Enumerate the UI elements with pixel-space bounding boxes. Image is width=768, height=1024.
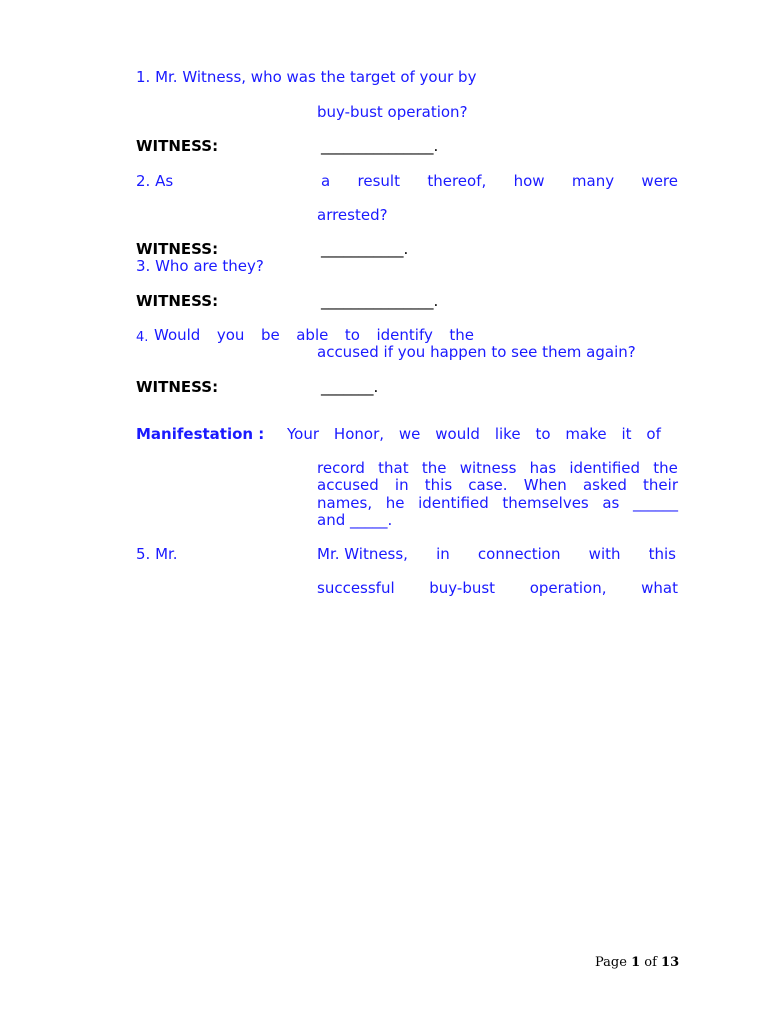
word: the (653, 459, 678, 477)
manifestation-line-4 (317, 495, 678, 512)
word: Honor, (333, 425, 384, 443)
question-1-line-1: 1. Mr. Witness, who was the target of your by (136, 68, 477, 86)
word: to (535, 425, 551, 443)
word: make (565, 425, 607, 443)
word: case. (468, 476, 508, 494)
word: Mr. Witness, (317, 545, 408, 563)
word: the (421, 459, 447, 477)
word: identify (376, 326, 433, 344)
word: in (436, 545, 450, 563)
word: many (571, 172, 615, 190)
word: it (621, 425, 632, 443)
word: their (643, 476, 678, 494)
word: this (648, 545, 676, 563)
word: this (424, 476, 453, 494)
witness-answer-blank-3: _______________. (321, 292, 439, 310)
word: he (385, 494, 405, 512)
witness-answer-blank-2: ___________. (321, 240, 409, 258)
question-4-line-1 (154, 327, 474, 344)
manifestation-line-3 (317, 477, 678, 494)
question-4-number: 4. (136, 330, 149, 345)
word: were (641, 172, 678, 190)
word: able (296, 326, 329, 344)
word: operation, (529, 579, 607, 597)
page-number-footer (595, 955, 679, 970)
question-2-number: 2. As (136, 172, 174, 190)
word: names, (317, 494, 373, 512)
word: like (494, 425, 521, 443)
question-2-line-2: arrested? (317, 206, 388, 224)
word: witness (459, 459, 517, 477)
word: to (344, 326, 360, 344)
word: with (588, 545, 621, 563)
manifestation-line-2 (317, 460, 678, 477)
word: of (646, 425, 661, 443)
witness-label-3: WITNESS: (136, 292, 219, 310)
word: accused (317, 476, 379, 494)
witness-label-4: WITNESS: (136, 378, 219, 396)
word: themselves (502, 494, 589, 512)
witness-answer-blank-4: _______. (321, 378, 379, 396)
word: what (641, 579, 678, 597)
question-5-line-1 (317, 546, 676, 563)
question-4-line-2: accused if you happen to see them again? (317, 343, 636, 361)
word: the (449, 326, 474, 344)
word: identified (418, 494, 489, 512)
footer-of-label: of (644, 955, 657, 970)
word: how (513, 172, 545, 190)
word: result (357, 172, 400, 190)
question-1-line-2: buy-bust operation? (317, 103, 468, 121)
word: ______ (632, 494, 678, 512)
word: thereof, (427, 172, 487, 190)
word: record (317, 459, 365, 477)
question-2-line-1 (321, 173, 678, 190)
word: we (398, 425, 421, 443)
word: be (260, 326, 280, 344)
footer-current-page: 1 (631, 955, 641, 970)
word: identified (569, 459, 641, 477)
word: has (529, 459, 557, 477)
word: connection (477, 545, 561, 563)
word: as (602, 494, 620, 512)
witness-label-2: WITNESS: (136, 240, 219, 258)
manifestation-line-1 (287, 426, 661, 443)
word: Would (154, 326, 201, 344)
question-5-line-2 (317, 580, 678, 597)
question-5-number: 5. Mr. (136, 545, 178, 563)
manifestation-line-5: and _____. (317, 511, 393, 529)
witness-answer-blank-1: _______________. (321, 137, 439, 155)
manifestation-label: Manifestation : (136, 425, 265, 443)
word: When (523, 476, 567, 494)
witness-label-1: WITNESS: (136, 137, 219, 155)
footer-page-label: Page (595, 955, 627, 970)
word: Your (287, 425, 320, 443)
word: in (394, 476, 409, 494)
question-3: 3. Who are they? (136, 257, 264, 275)
word: asked (582, 476, 627, 494)
word: that (378, 459, 409, 477)
word: a (321, 172, 331, 190)
footer-total-pages: 13 (661, 955, 680, 970)
word: buy-bust (429, 579, 496, 597)
word: successful (317, 579, 395, 597)
word: you (216, 326, 245, 344)
word: would (435, 425, 480, 443)
